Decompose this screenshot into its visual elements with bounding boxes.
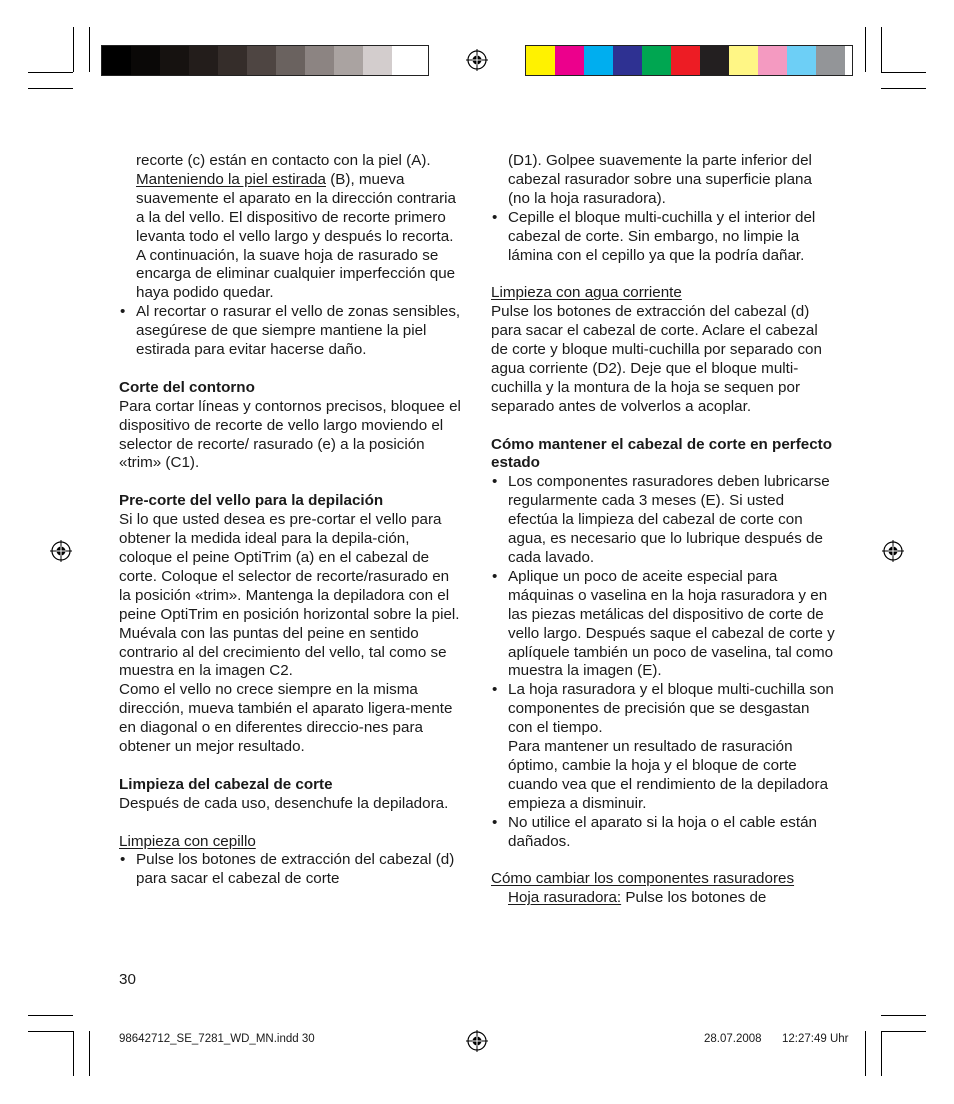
- bullet-dot-icon: •: [120, 303, 126, 321]
- registration-mark-icon: [466, 1030, 488, 1052]
- subsection-heading: [119, 833, 464, 852]
- bullet-text: Los componentes rasuradores deben lubricarse regularmente cada 3 meses (E). Si usted efectúa la limpieza del cabezal de corte con agua, es necesario que lo lubrique después de cada lavado.: [508, 473, 830, 566]
- color-swatch: [334, 46, 363, 75]
- crop-mark: [865, 1031, 866, 1076]
- bullet-text: Cepille el bloque multi-cuchilla y el interior del cabezal de corte. Sin embargo, no limpie la lámina con el cepillo ya que la podría dañar.: [508, 208, 816, 264]
- paragraph: Después de cada uso, desenchufe la depiladora.: [119, 794, 449, 812]
- bullet-text: Pulse los botones de extracción del cabezal (d) para sacar el cabezal de corte: [136, 851, 455, 888]
- slug-date: 28.07.2008: [704, 1033, 762, 1045]
- grayscale-color-bar: [101, 45, 429, 76]
- color-swatch: [700, 46, 729, 75]
- bullet-dot-icon: •: [492, 813, 498, 831]
- bullet-text: Aplique un poco de aceite especial para máquinas o vaselina en la hoja rasuradora y en las piezas metálicas del dispositivo de corte de vello largo. Después saque el cabezal de corte y aplíquele también un poco de vaselina, tal como muestra la imagen (E).: [508, 567, 835, 680]
- color-swatch: [363, 46, 392, 75]
- crop-mark: [881, 1015, 926, 1016]
- crop-mark: [89, 1031, 90, 1076]
- color-swatch: [305, 46, 334, 75]
- color-swatch: [131, 46, 160, 75]
- color-swatch: [729, 46, 758, 75]
- slug-time: 12:27:49 Uhr: [782, 1033, 849, 1045]
- crop-mark: [28, 1031, 73, 1032]
- color-swatch: [526, 46, 555, 75]
- text-run: Pulse los botones de: [621, 889, 767, 907]
- slug-file-name: 98642712_SE_7281_WD_MN.indd 30: [119, 1033, 315, 1045]
- section-heading: Pre-corte del vello para la depilación: [119, 492, 384, 510]
- crop-mark: [881, 1031, 926, 1032]
- color-swatch: [160, 46, 189, 75]
- color-swatch: [102, 46, 131, 75]
- subsection-heading-text: Cómo cambiar los componentes rasuradores: [491, 870, 795, 888]
- bullet-item: [491, 473, 836, 568]
- color-swatch: [189, 46, 218, 75]
- registration-mark-icon: [50, 540, 72, 562]
- color-swatch: [787, 46, 816, 75]
- bullet-dot-icon: •: [120, 851, 126, 869]
- bullet-item: [119, 851, 464, 889]
- crop-mark: [881, 88, 926, 89]
- bullet-text: Al recortar o rasurar el vello de zonas sensibles, asegúrese de que siempre mantiene la piel estirada para evitar hacerse daño.: [136, 303, 461, 359]
- bullet-item: [119, 303, 464, 360]
- bullet-dot-icon: •: [492, 473, 498, 491]
- color-swatch: [276, 46, 305, 75]
- bullet-dot-icon: •: [492, 208, 498, 226]
- registration-mark-icon: [882, 540, 904, 562]
- bullet-item: [491, 814, 836, 852]
- paragraph-gap: [491, 852, 836, 871]
- color-swatch: [613, 46, 642, 75]
- page-number: 30: [119, 971, 136, 988]
- paragraph-gap: [491, 417, 836, 436]
- paragraph: Si lo que usted desea es pre-cortar el vello para obtener la medida ideal para la depila-ción, coloque el peine OptiTrim (a) en el cabezal de corte. Coloque el selector de recorte/rasurado en la posición «trim». Mantenga la depiladora con el peine OptiTrim en posición horizontal sobre la piel. Muévala con las puntas del peine en sentido contrario al del crecimiento del vello, tal como se muestra en la imagen C2.: [119, 511, 460, 680]
- text-run: (B), mueva suavemente el aparato en la dirección contraria a la del vello. El dispositivo de recorte primero levanta todo el vello largo y después lo recorta. A continuación, la suave hoja de rasurado se encarga de eliminar cualquier imperfección que haya podido quedar.: [136, 170, 456, 302]
- color-swatch: [758, 46, 787, 75]
- bullet-text: La hoja rasuradora y el bloque multi-cuchilla son componentes de precisión que se desgastan con el tiempo.: [508, 681, 834, 737]
- continued-paragraph: [119, 152, 464, 303]
- crop-mark: [89, 27, 90, 72]
- subsection-heading-text: Limpieza con cepillo: [119, 832, 256, 850]
- paragraph-gap: [491, 265, 836, 284]
- indented-paragraph: Para mantener un resultado de rasuración óptimo, cambie la hoja y el bloque de corte cuando vea que el rendimiento de la depiladora empieza a disminuir.: [508, 738, 829, 812]
- crop-mark: [28, 88, 73, 89]
- section-heading: Limpieza del cabezal de corte: [119, 775, 333, 793]
- section-heading: Corte del contorno: [119, 378, 255, 396]
- color-swatch: [816, 46, 845, 75]
- underlined-text: Manteniendo la piel estirada: [136, 170, 326, 188]
- crop-mark: [881, 1031, 882, 1076]
- color-swatch: [584, 46, 613, 75]
- color-swatch: [218, 46, 247, 75]
- underlined-text: Hoja rasuradora:: [508, 889, 622, 907]
- text-run: recorte (c) están en contacto con la piel (A).: [136, 152, 431, 169]
- process-color-bar: [525, 45, 853, 76]
- continued-paragraph: [491, 152, 836, 209]
- crop-mark: [28, 1015, 73, 1016]
- color-swatch: [671, 46, 700, 75]
- crop-mark: [881, 72, 926, 73]
- paragraph-gap: [119, 473, 464, 492]
- paragraph-gap: [119, 360, 464, 379]
- subsection-heading: [491, 870, 836, 889]
- bullet-item: [491, 681, 836, 738]
- paragraph-gap: [119, 757, 464, 776]
- crop-mark: [73, 27, 74, 72]
- text-run: (D1). Golpee suavemente la parte inferior del cabezal rasurador sobre una superficie plana (no la hoja rasuradora).: [508, 152, 812, 207]
- bullet-dot-icon: •: [492, 567, 498, 585]
- subsection-heading: [491, 284, 836, 303]
- color-swatch: [392, 46, 421, 75]
- crop-mark: [881, 27, 882, 72]
- bullet-item: [491, 568, 836, 681]
- crop-mark: [28, 72, 73, 73]
- left-text-column: [119, 152, 464, 889]
- paragraph-gap: [119, 814, 464, 833]
- subsection-heading-text: Limpieza con agua corriente: [491, 284, 682, 302]
- indented-paragraph: [491, 889, 836, 908]
- bullet-dot-icon: •: [492, 681, 498, 699]
- bullet-item: [491, 209, 836, 266]
- crop-mark: [73, 1031, 74, 1076]
- crop-mark: [865, 27, 866, 72]
- bullet-text: No utilice el aparato si la hoja o el cable están dañados.: [508, 813, 818, 850]
- color-swatch: [642, 46, 671, 75]
- right-text-column: [491, 152, 836, 908]
- color-swatch: [247, 46, 276, 75]
- registration-mark-icon: [466, 49, 488, 71]
- paragraph: Para cortar líneas y contornos precisos, bloquee el dispositivo de recorte de vello largo moviendo el selector de recorte/ rasurado (e) a la posición «trim» (C1).: [119, 397, 461, 472]
- color-swatch: [555, 46, 584, 75]
- paragraph: Como el vello no crece siempre en la misma dirección, mueva también el aparato ligera-mente en diagonal o en diferentes direccio-nes para obtener un mejor resultado.: [119, 681, 453, 756]
- section-heading: Cómo mantener el cabezal de corte en perfecto estado: [491, 435, 832, 472]
- paragraph: Pulse los botones de extracción del cabezal (d) para sacar el cabezal de corte. Aclare el cabezal de corte y bloque multi-cuchilla por separado con agua corriente (D2). Deje que el bloque multi-cuchilla y la montura de la hoja se sequen por separado antes de volverlos a acoplar.: [491, 303, 822, 415]
